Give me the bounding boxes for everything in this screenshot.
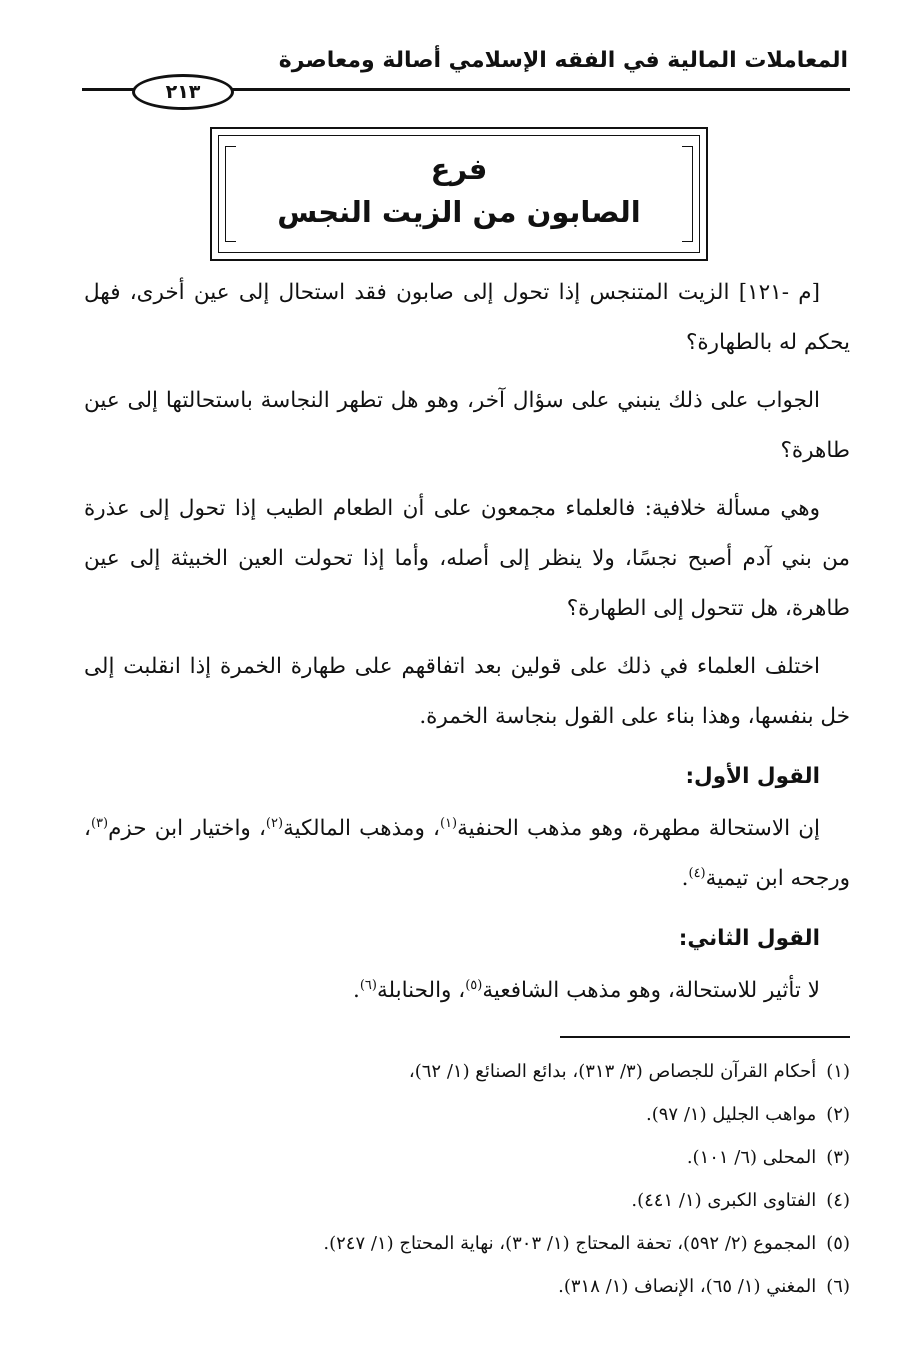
- footnote-item: [84, 1093, 850, 1136]
- first-opinion-text-part: ، ومذهب المالكية: [283, 816, 440, 841]
- footnote-text: الفتاوى الكبرى (١/ ٤٤١).: [631, 1190, 817, 1211]
- footnote-item: [84, 1265, 850, 1308]
- footnote-text: المغني (١/ ٦٥)، الإنصاف (١/ ٣١٨).: [558, 1276, 817, 1297]
- footnote-item: [84, 1136, 850, 1179]
- second-opinion-text-part: ، والحنابلة: [376, 978, 466, 1003]
- footnote-ref: (٥): [465, 977, 483, 993]
- footnote-ref: (٦): [359, 977, 377, 993]
- footnote-number: (٣): [826, 1147, 850, 1168]
- footnotes: [84, 1050, 850, 1308]
- page-number-badge: ٢١٣: [132, 74, 234, 110]
- running-header-title: المعاملات المالية في الفقه الإسلامي أصالة ومعاصرة: [278, 48, 848, 73]
- first-opinion-text: [84, 804, 850, 904]
- footnote-ref: (١): [439, 815, 458, 831]
- first-opinion-text-part: ، ورجحه ابن تيمية: [84, 816, 850, 891]
- paragraph-question: [م -١٢١] الزيت المتنجس إذا تحول إلى صابون فقد استحال إلى عين أخرى، فهل يحكم له بالطهارة؟: [84, 280, 850, 355]
- section-title: الصابون من الزيت النجس: [277, 195, 641, 229]
- section-title-frame: [210, 127, 708, 261]
- second-opinion-text-part: لا تأثير للاستحالة، وهو مذهب الشافعية: [482, 978, 820, 1003]
- paragraph-answer: الجواب على ذلك ينبني على سؤال آخر، وهو هل تطهر النجاسة باستحالتها إلى عين طاهرة؟: [84, 388, 850, 463]
- first-opinion-text-part: ، واختيار ابن حزم: [108, 816, 266, 841]
- paragraph-disagreement: وهي مسألة خلافية: فالعلماء مجمعون على أن الطعام الطيب إذا تحول إلى عذرة من بني آدم أصبح نجسًا، ولا ينظر إلى أصله، وأما إذا تحولت العين الخبيثة إلى عين طاهرة، هل تتحول إلى الطهارة؟: [84, 496, 850, 621]
- footnote-number: (٢): [826, 1104, 850, 1125]
- footnote-ref: (٣): [90, 815, 109, 831]
- footnote-text: المجموع (٢/ ٥٩٢)، تحفة المحتاج (١/ ٣٠٣)، نهاية المحتاج (١/ ٢٤٧).: [323, 1233, 817, 1254]
- footnote-text: مواهب الجليل (١/ ٩٧).: [646, 1104, 817, 1125]
- main-text: [84, 268, 850, 1024]
- footnote-number: (٦): [826, 1276, 850, 1297]
- paragraph-two-opinions: اختلف العلماء في ذلك على قولين بعد اتفاقهم على طهارة الخمرة إذا انقلبت إلى خل بنفسها، وهذا بناء على القول بنجاسة الخمرة.: [84, 654, 850, 729]
- footnote-item: [84, 1050, 850, 1093]
- second-opinion-text: [84, 966, 850, 1016]
- second-opinion-heading: القول الثاني:: [678, 926, 820, 951]
- first-opinion-heading: القول الأول:: [685, 764, 820, 789]
- first-opinion-text-part: .: [681, 866, 689, 891]
- footnote-number: (٤): [826, 1190, 850, 1211]
- footnote-separator: [560, 1036, 850, 1038]
- footnote-number: (١): [826, 1061, 850, 1082]
- footnote-item: [84, 1179, 850, 1222]
- footnote-text: أحكام القرآن للجصاص (٣/ ٣١٣)، بدائع الصنائع (١/ ٦٢)،: [408, 1061, 817, 1082]
- section-label: فرع: [430, 152, 488, 186]
- footnote-item: [84, 1222, 850, 1265]
- footnote-ref: (٢): [265, 815, 284, 831]
- footnote-text: المحلى (٦/ ١٠١).: [686, 1147, 817, 1168]
- footnote-number: (٥): [826, 1233, 850, 1254]
- second-opinion-text-part: .: [353, 978, 360, 1003]
- footnote-ref: (٤): [688, 865, 706, 881]
- first-opinion-text-part: إن الاستحالة مطهرة، وهو مذهب الحنفية: [457, 816, 820, 841]
